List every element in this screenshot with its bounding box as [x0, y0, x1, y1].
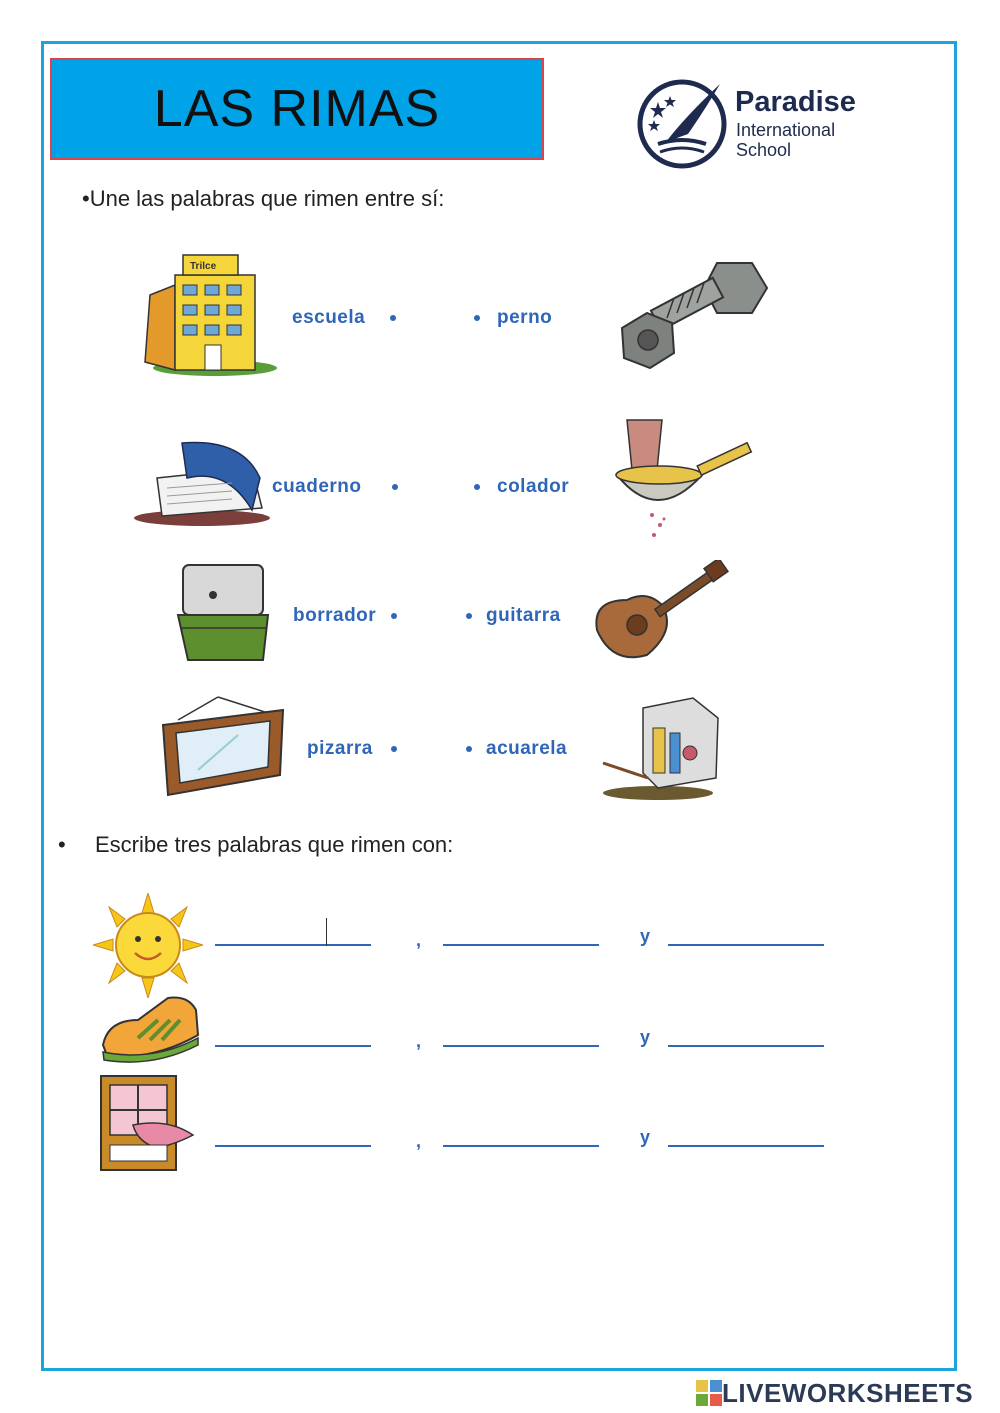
- answer-line-1-2[interactable]: [443, 944, 599, 946]
- chalkboard-icon: [158, 695, 288, 800]
- footer-brand: LIVEWORKSHEETS: [722, 1377, 974, 1408]
- comma-3: ,: [416, 1131, 422, 1151]
- answer-line-1-1[interactable]: [215, 944, 371, 946]
- match-dot-left-4[interactable]: [391, 746, 397, 752]
- window-icon: [98, 1073, 198, 1173]
- word-right-2: colador: [497, 476, 570, 497]
- word-left-4: pizarra: [307, 738, 373, 759]
- word-left-1: escuela: [292, 307, 366, 328]
- school-logo: [636, 78, 886, 170]
- logo-line-2: School: [736, 140, 792, 160]
- match-dot-right-3[interactable]: [466, 613, 472, 619]
- logo-name: Paradise: [735, 86, 856, 118]
- eraser-icon: [168, 560, 278, 665]
- word-left-2: cuaderno: [272, 476, 362, 497]
- liveworksheets-logo-icon: [696, 1380, 722, 1406]
- liveworksheets-footer: [696, 1377, 973, 1409]
- y-3: y: [640, 1127, 651, 1147]
- word-right-4: acuarela: [486, 738, 568, 759]
- answer-line-3-1[interactable]: [215, 1145, 371, 1147]
- match-dot-left-3[interactable]: [391, 613, 397, 619]
- answer-line-2-3[interactable]: [668, 1045, 824, 1047]
- word-right-3: guitarra: [486, 605, 561, 626]
- word-right-1: perno: [497, 307, 553, 328]
- comma-1: ,: [416, 930, 422, 950]
- notebook-icon: [132, 438, 272, 528]
- instruction-write: Escribe tres palabras que rimen con:: [95, 832, 454, 857]
- instruction-match: •Une las palabras que rimen entre sí:: [82, 186, 445, 211]
- title-banner: [50, 58, 544, 160]
- quill-book-emblem-icon: [636, 78, 728, 170]
- match-dot-right-2[interactable]: [474, 484, 480, 490]
- bullet-write: •: [58, 832, 66, 857]
- watercolor-paints-icon: [598, 693, 728, 803]
- match-dot-right-4[interactable]: [466, 746, 472, 752]
- sneaker-icon: [98, 990, 203, 1065]
- answer-line-2-2[interactable]: [443, 1045, 599, 1047]
- answer-line-2-1[interactable]: [215, 1045, 371, 1047]
- bolt-nut-icon: [612, 258, 772, 373]
- answer-line-3-2[interactable]: [443, 1145, 599, 1147]
- y-2: y: [640, 1027, 651, 1047]
- svg-text:Trilce: Trilce: [190, 261, 217, 272]
- answer-line-1-3[interactable]: [668, 944, 824, 946]
- strainer-icon: [612, 415, 762, 545]
- school-building-icon: [135, 250, 280, 380]
- word-left-3: borrador: [293, 605, 377, 626]
- sun-icon: [93, 893, 203, 998]
- match-dot-left-2[interactable]: [392, 484, 398, 490]
- answer-line-3-3[interactable]: [668, 1145, 824, 1147]
- y-1: y: [640, 926, 651, 946]
- match-dot-right-1[interactable]: [474, 315, 480, 321]
- text-cursor: [326, 918, 327, 946]
- comma-2: ,: [416, 1031, 422, 1051]
- logo-line-1: International: [736, 120, 836, 140]
- page-title: LAS RIMAS: [153, 80, 441, 138]
- guitar-icon: [587, 560, 732, 665]
- match-dot-left-1[interactable]: [390, 315, 396, 321]
